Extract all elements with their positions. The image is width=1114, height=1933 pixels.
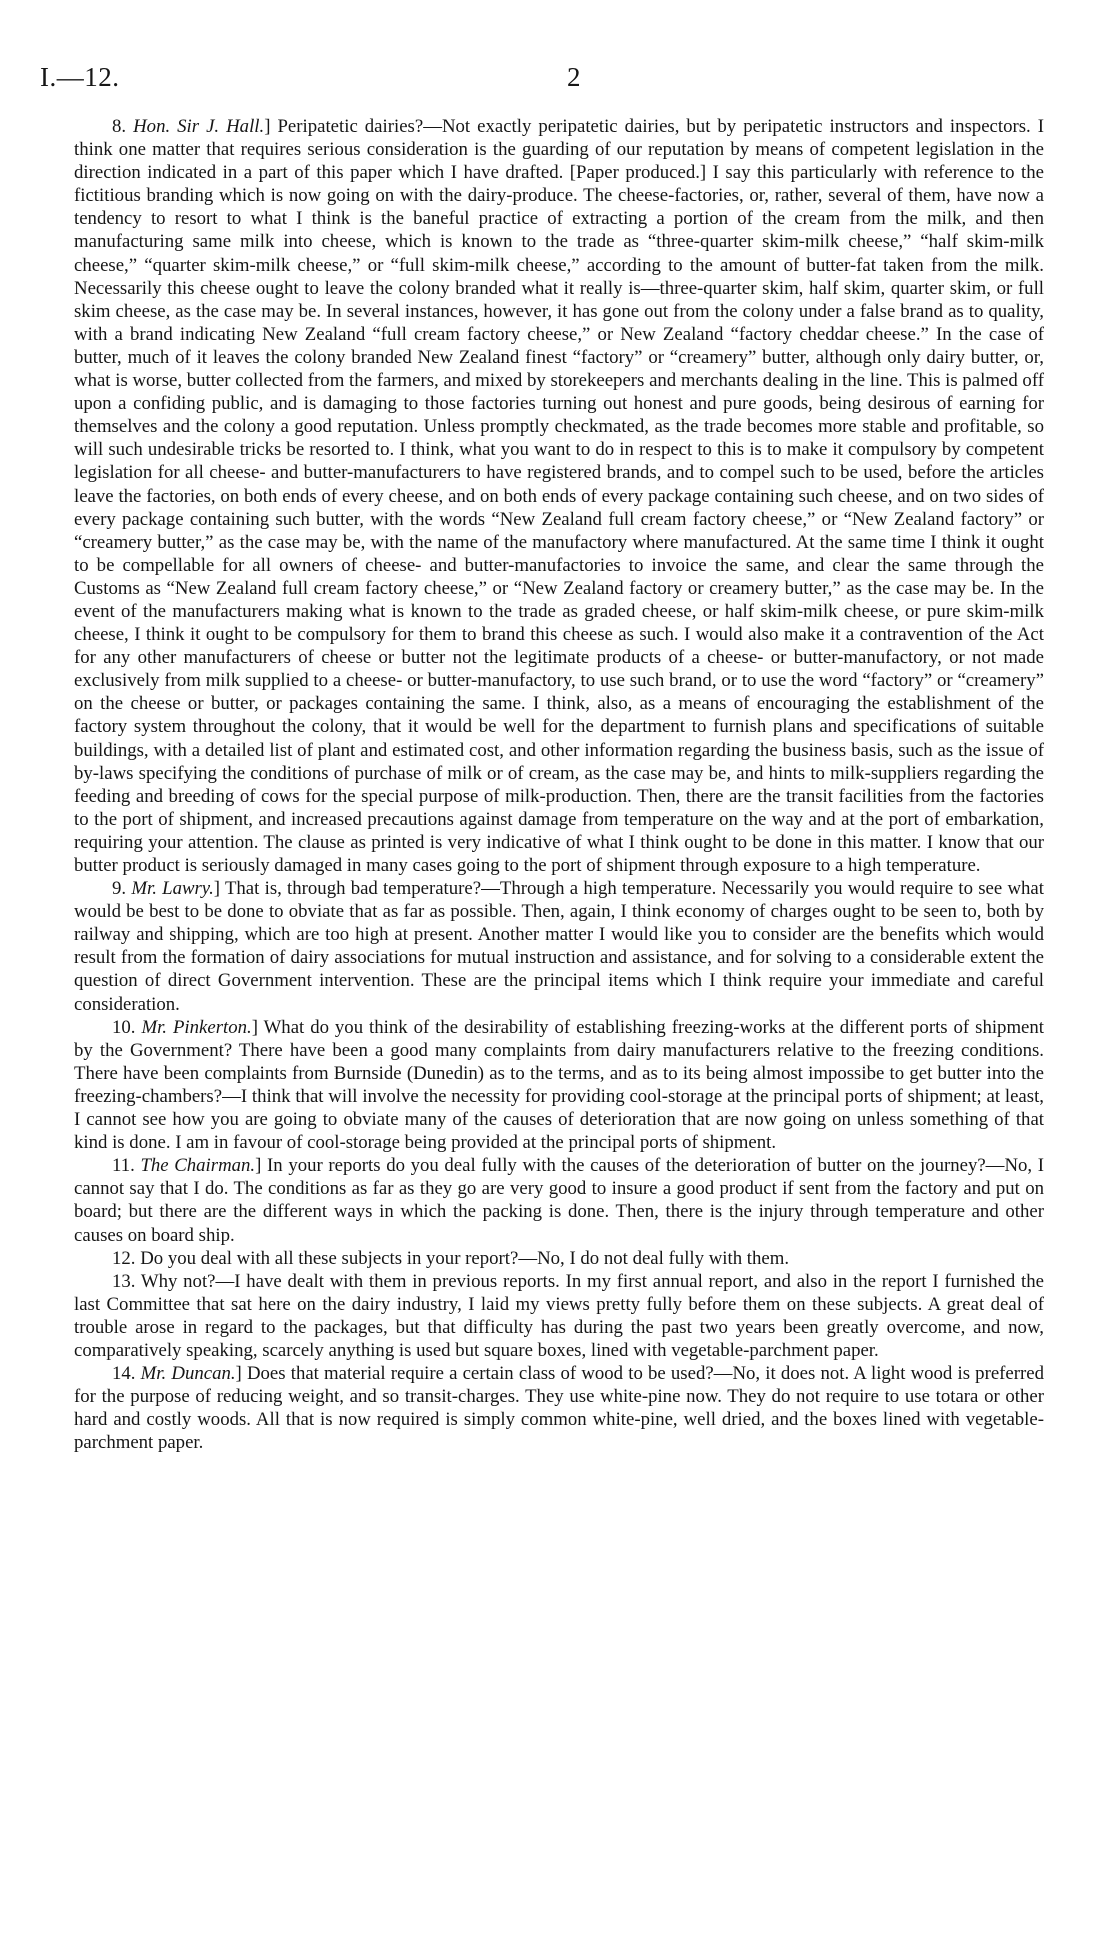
paragraph-text: Why not?—I have dealt with them in previous reports. In my first annual report, and also in the report I furnished the last Committee that sat here on the dairy industry, I laid my views pretty fully before them on these subjects. A great deal of trouble arose in regard to the packages, but that difficulty has during the past two years been greatly overcome, and now, comparatively speaking, scarcely anything is used but square boxes, lined with vegetable-parchment paper. xyxy=(74,1270,1044,1361)
speaker-name: Hon. Sir J. Hall. xyxy=(133,116,265,137)
paragraph-number: 14. xyxy=(112,1363,136,1385)
paragraph-text: ] What do you think of the desirability of establishing freezing-works at the different ports of shipment by the Government? There have been a good many complaints from dairy manufacturers relative to the freezing conditions. There have been complaints from Burnside (Dunedin) as to the terms, and as to its being almost impossibe to get butter into the freezing-chambers?—I think that will involve the necessity for providing cool-storage at the principal ports of shipment; at least, I cannot see how you are going to obviate many of the causes of deterioration that are now going on unless something of that kind is done. I am in favour of cool-storage being provided at the principal ports of shipment. xyxy=(74,1016,1044,1154)
paragraph-text: ] Peripatetic dairies?—Not exactly peripatetic dairies, but by peripatetic instructors and inspectors. I think one matter that requires serious consideration is the guarding of our reputation by means of competent legislation in the direction indicated in a part of this paper which I have drafted. [Paper produced.] I say this particularly with reference to the fictitious branding which is now going on with the dairy-produce. The cheese-factories, or, rather, several of them, have now a tendency to resort to what I think is the baneful practice of extracting a portion of the cream from the milk, and then manufacturing same milk into cheese, which is known to the trade as “three-quarter skim-milk cheese,” “half skim-milk cheese,” “quarter skim-milk cheese,” or “full skim-milk cheese,” according to the amount of butter-fat taken from the milk. Necessarily this cheese ought to leave the colony branded what it really is—three-quarter skim, half skim, quarter skim, or full skim cheese, as the case may be. In several instances, however, it has gone out from the colony under a false brand as to quality, with a brand indicating New Zealand “full cream factory cheese,” or New Zealand “factory cheddar cheese.” In the case of butter, much of it leaves the colony branded New Zealand finest “factory” or “creamery” butter, although only dairy butter, or, what is worse, butter collected from the farmers, and mixed by storekeepers and merchants dealing in the line. This is palmed off upon a confiding public, and is damaging to those factories turning out honest and pure goods, being desirous of earning for themselves and the colony a good reputation. Unless promptly checkmated, as the trade becomes more stable and profitable, so will such undesirable tricks be resorted to. I think, what you want to do in respect to this is to make it compulsory by competent legislation for all cheese- and butter-manufacturers to have registered brands, and to compel such to be used, before the articles leave the factories, on both ends of every cheese, and on both ends of every package containing such cheese, and on two sides of every package containing such butter, with the words “New Zealand full cream factory cheese,” or “New Zealand factory” or “creamery butter,” as the case may be, with the name of the manufactory where manufactured. At the same time I think it ought to be compellable for all owners of cheese- and butter-manufactories to invoice the same, and clear the same through the Customs as “New Zealand full cream factory cheese,” or “New Zealand factory or creamery butter,” as the case may be. In the event of the manufacturers making what is known to the trade as graded cheese, or half skim-milk cheese, or pure skim-milk cheese, I think it ought to be compulsory for them to brand this cheese as such. I would also make it a contravention of the Act for any other manufacturers of cheese or butter not the legitimate products of a cheese- or butter-manufactory, or not made exclusively from milk supplied to a cheese- or butter-manufactory, to use such brand, or to use the word “factory” or “creamery” on the cheese or butter, or packages containing the same. I think, also, as a means of encouraging the establishment of the factory system throughout the colony, that it would be well for the department to furnish plans and specifications of suitable buildings, with a detailed list of plant and estimated cost, and other information regarding the business basis, such as the issue of by-laws specifying the conditions of purchase of milk or of cream, as the case may be, and hints to milk-suppliers regarding the feeding and breeding of cows for the special purpose of milk-production. Then, there are the transit facilities from the factories to the port of shipment, and increased precautions against damage from temperature on the way and at the port of embarkation, requiring your attention. The clause as printed is very indicative of what I think ought to be done in this matter. I know that our butter product is seriously damaged in many cases going to the port of shipment through exposure to a high temperature. xyxy=(74,116,1044,876)
paragraph-9 xyxy=(74,877,1044,1016)
paragraph-number: 13. xyxy=(112,1270,136,1292)
paragraph-8 xyxy=(74,115,1044,877)
speaker-name: Mr. Duncan. xyxy=(140,1363,236,1385)
page-header xyxy=(40,62,1045,102)
paragraph-text: Do you deal with all these subjects in your report?—No, I do not deal fully with them. xyxy=(140,1247,790,1269)
paragraph-10 xyxy=(74,1016,1044,1155)
speaker-name: Mr. Pinkerton. xyxy=(141,1016,252,1038)
paragraph-14 xyxy=(74,1362,1044,1454)
document-body xyxy=(74,115,1044,1454)
paragraph-text: ] In your reports do you deal fully with the causes of the deterioration of butter on the journey?—No, I cannot say that I do. The conditions as far as they go are very good to insure a good product if sent from the factory and put on board; but there are the different ways in which the packing is done. Then, there is the injury through temperature and other causes on board ship. xyxy=(74,1155,1045,1246)
paragraph-number: 8. xyxy=(112,116,127,137)
paragraph-number: 9. xyxy=(112,878,127,900)
speaker-name: The Chairman. xyxy=(140,1155,256,1177)
document-reference: I.—12. xyxy=(40,62,120,92)
page-number: 2 xyxy=(567,62,581,92)
paragraph-number: 11. xyxy=(112,1155,135,1177)
paragraph-text: ] Does that material require a certain class of wood to be used?—No, it does not. A light wood is preferred for the purpose of reducing weight, and so transit-charges. They use white-pine now. They do not require to use totara or other hard and costly woods. All that is now required is simply common white-pine, well dried, and the boxes lined with vegetable-parchment paper. xyxy=(74,1363,1044,1454)
paragraph-12 xyxy=(74,1247,1044,1270)
paragraph-11 xyxy=(74,1154,1044,1246)
speaker-name: Mr. Lawry. xyxy=(131,878,214,900)
paragraph-13 xyxy=(74,1270,1044,1362)
paragraph-text: ] That is, through bad temperature?—Through a high temperature. Necessarily you would require to see what would be best to be done to obviate that as far as possible. Then, again, I think economy of charges ought to be seen to, both by railway and shipping, which are too high at present. Another matter I would like you to consider are the benefits which would result from the formation of dairy associations for mutual instruction and assistance, and for solving to a considerable extent the question of direct Government intervention. These are the principal items which I think require your immediate and careful consideration. xyxy=(74,878,1044,1015)
paragraph-number: 10. xyxy=(112,1016,136,1038)
paragraph-number: 12. xyxy=(112,1247,136,1269)
